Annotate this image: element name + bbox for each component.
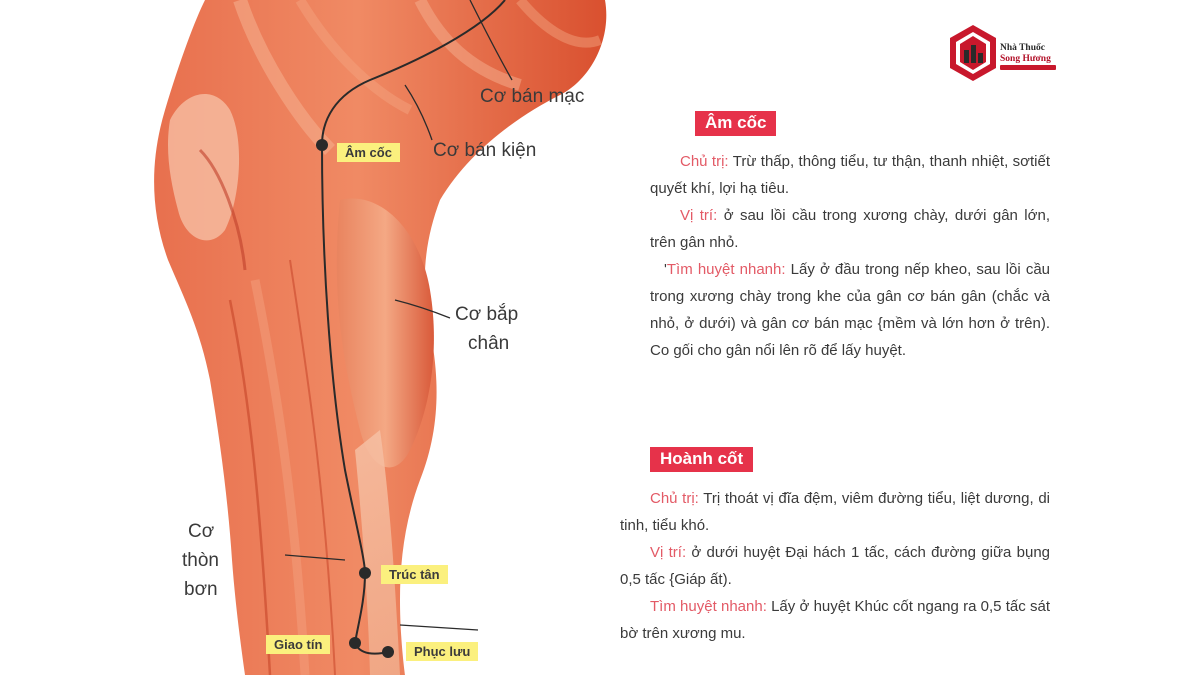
label-co-thon-bon-line2: thòn <box>182 550 219 571</box>
am-coc-chu-tri <box>650 148 1050 202</box>
hoanh-cot-chu-tri <box>620 485 1050 539</box>
logo-line-1: Nhà Thuốc <box>1000 43 1045 53</box>
tag-am-coc: Âm cốc <box>337 143 400 162</box>
logo-line-2: Song Hương <box>1000 54 1051 64</box>
section-heading-am-coc: Âm cốc <box>695 111 776 136</box>
label-co-bap-chan-line2: chân <box>468 333 510 354</box>
label-co-ban-mac: Cơ bán mạc <box>480 86 585 107</box>
hoanh-cot-vi-tri <box>620 539 1050 593</box>
am-coc-tim-huyet-text: Lấy ở đầu trong nếp kheo, sau lồi cầu trong xương chày trong khe của gân cơ bán gân (chắc và nhỏ, ở dưới) và gân cơ bán mạc {mềm và lớn hơn ở trên). Co gối cho gân nổi lên rõ để lấy huyệt. <box>650 261 1051 359</box>
hoanh-cot-vi-tri-text: ở dưới huyệt Đại hách 1 tấc, cách đường giữa bụng 0,5 tấc {Giáp ất). <box>620 544 1050 588</box>
hoanh-cot-chu-tri-label: Chủ trị: <box>650 490 699 507</box>
logo-url-bar <box>1000 65 1056 70</box>
point-dot-truc-tan <box>359 567 371 579</box>
label-co-thon-bon-line1: Cơ <box>188 521 215 542</box>
tag-giao-tin: Giao tín <box>266 635 330 654</box>
point-dot-phuc-luu <box>382 646 394 658</box>
logo-text <box>1000 43 1051 65</box>
tag-truc-tan: Trúc tân <box>381 565 448 584</box>
hoanh-cot-tim-huyet <box>620 593 1050 647</box>
label-co-ban-kien: Cơ bán kiện <box>433 140 537 161</box>
hexagon-logo-icon <box>948 24 998 82</box>
hoanh-cot-vi-tri-label: Vị trí: <box>650 544 687 561</box>
am-coc-vi-tri-label: Vị trí: <box>680 207 718 224</box>
am-coc-vi-tri <box>650 202 1050 256</box>
am-coc-vi-tri-text: ở sau lồi cầu trong xương chày, dưới gân lớn, trên gân nhỏ. <box>650 207 1050 251</box>
hoanh-cot-chu-tri-text: Trị thoát vị đĩa đệm, viêm đường tiểu, liệt dương, di tinh, tiểu khó. <box>620 490 1050 534</box>
point-dot-am-coc <box>316 139 328 151</box>
am-coc-tim-huyet <box>650 256 1050 364</box>
tag-phuc-luu: Phục lưu <box>406 642 478 661</box>
section-heading-hoanh-cot: Hoành cốt <box>650 447 753 472</box>
label-co-thon-bon-line3: bơn <box>184 579 218 600</box>
label-co-bap-chan-line1: Cơ bắp <box>455 304 519 325</box>
am-coc-tim-huyet-prefix: ' <box>664 261 667 278</box>
point-dot-giao-tin <box>349 637 361 649</box>
hoanh-cot-tim-huyet-label: Tìm huyệt nhanh: <box>650 598 767 615</box>
am-coc-chu-tri-text: Trừ thấp, thông tiểu, tư thận, thanh nhiệt, sơtiết quyết khí, lợi hạ tiêu. <box>650 153 1050 197</box>
am-coc-chu-tri-label: Chủ trị: <box>680 153 729 170</box>
hoanh-cot-tim-huyet-text: Lấy ở huyệt Khúc cốt ngang ra 0,5 tấc sát bờ trên xương mu. <box>620 598 1050 642</box>
am-coc-tim-huyet-label: Tìm huyệt nhanh: <box>666 261 786 278</box>
pharmacy-logo[interactable] <box>948 24 1068 84</box>
